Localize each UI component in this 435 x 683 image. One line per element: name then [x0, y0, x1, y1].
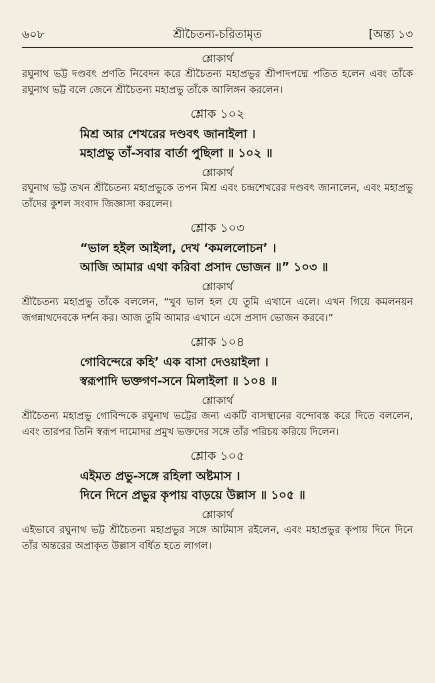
verse-text — [22, 239, 413, 277]
page-header — [22, 26, 413, 44]
verse-line: দিনে দিনে প্রভুর কৃপায় বাড়য়ে উল্লাস ॥ ১০৫ ॥ — [80, 488, 306, 502]
translation-text: রঘুনাথ ভট্ট তখন শ্রীচৈতন্য মহাপ্রভুকে তপন মিশ্র এবং চন্দ্রশেখরের দণ্ডবৎ জানালেন, এবং মহাপ্রভু তাঁদের কুশল সংবাদ জিজ্ঞাসা করলেন। — [22, 183, 413, 210]
verse-text — [22, 467, 413, 505]
verse-line: মিশ্র আর শেখরের দণ্ডবৎ জানাইলা । — [80, 127, 256, 141]
translation-text: শ্রীচৈতন্য মহাপ্রভু তাঁকে বললেন, “খুব ভাল হল যে তুমি এখানে এলে। এখন গিয়ে কমলনয়ন জগন্নাথদেবকে দর্শন কর। আজ তুমি আমার এখানে এসে প্রসাদ ভোজন করবে।” — [22, 297, 413, 324]
verse-line: মহাপ্রভু তাঁ-সবার বার্তা পুছিলা ॥ ১০২ ॥ — [80, 146, 273, 160]
verse-number: শ্লোক ১০৩ — [190, 220, 245, 235]
book-title: শ্রীচৈতন্য-চরিতামৃত — [173, 27, 262, 41]
translation-text: শ্রীচৈতন্য মহাপ্রভু গোবিন্দকে রঘুনাথ ভট্টের জন্য একটি বাসস্থানের বন্দোবস্ত করে দিতে বললেন, এবং তারপর তিনি স্বরূপ দামোদর প্রমুখ ভক্তদের সঙ্গে তাঁর পরিচয় করিয়ে দিলেন। — [22, 411, 413, 438]
verse-line: স্বরূপাদি ভক্তগণ-সনে মিলাইলা ॥ ১০৪ ॥ — [80, 374, 278, 388]
verse-text — [22, 353, 413, 391]
page-number: ৬০৮ — [22, 27, 45, 41]
verse-number: শ্লোক ১০৫ — [190, 448, 245, 463]
translation-text: রঘুনাথ ভট্ট দণ্ডবৎ প্রণতি নিবেদন করে শ্রীচৈতন্য মহাপ্রভুর শ্রীপাদপদ্মে পতিত হলেন এবং তাঁকে রঘুনাথ ভট্ট বলে জেনে শ্রীচৈতন্য মহাপ্রভু তাঁকে আলিঙ্গন করলেন। — [22, 69, 413, 96]
translation-text: এইভাবে রঘুনাথ ভট্ট শ্রীচৈতন্য মহাপ্রভুর সঙ্গে আটমাস রইলেন, এবং মহাপ্রভুর কৃপায় দিনে দিনে তাঁর অন্তরের অপ্রাকৃত উল্লাস বর্ধিত হতে লাগল। — [22, 525, 413, 552]
translation-label: শ্লোকার্থ — [201, 509, 234, 521]
translation-label: শ্লোকার্থ — [201, 281, 234, 293]
translation-label: শ্লোকার্থ — [201, 167, 234, 179]
page-content — [22, 52, 413, 555]
verse-number: শ্লোক ১০৪ — [190, 334, 245, 349]
verse-line: “ভাল হইল আইলা, দেখ ‘কমললোচন’ । — [80, 241, 277, 255]
verse-text — [22, 125, 413, 163]
translation-label: শ্লোকার্থ — [201, 395, 234, 407]
header-rule — [22, 47, 413, 48]
verse-line: গোবিন্দেরে কহি’ এক বাসা দেওয়াইলা । — [80, 355, 269, 369]
verse-number: শ্লোক ১০২ — [190, 106, 245, 121]
verse-line: আজি আমার এথা করিবা প্রসাদ ভোজন ॥” ১০৩ ॥ — [80, 260, 329, 274]
section-marker: [অন্ত্য ১৩ — [368, 27, 413, 41]
verse-line: এইমত প্রভু-সঙ্গে রহিলা অষ্টমাস । — [80, 469, 241, 483]
translation-label: শ্লোকার্থ — [201, 53, 234, 65]
